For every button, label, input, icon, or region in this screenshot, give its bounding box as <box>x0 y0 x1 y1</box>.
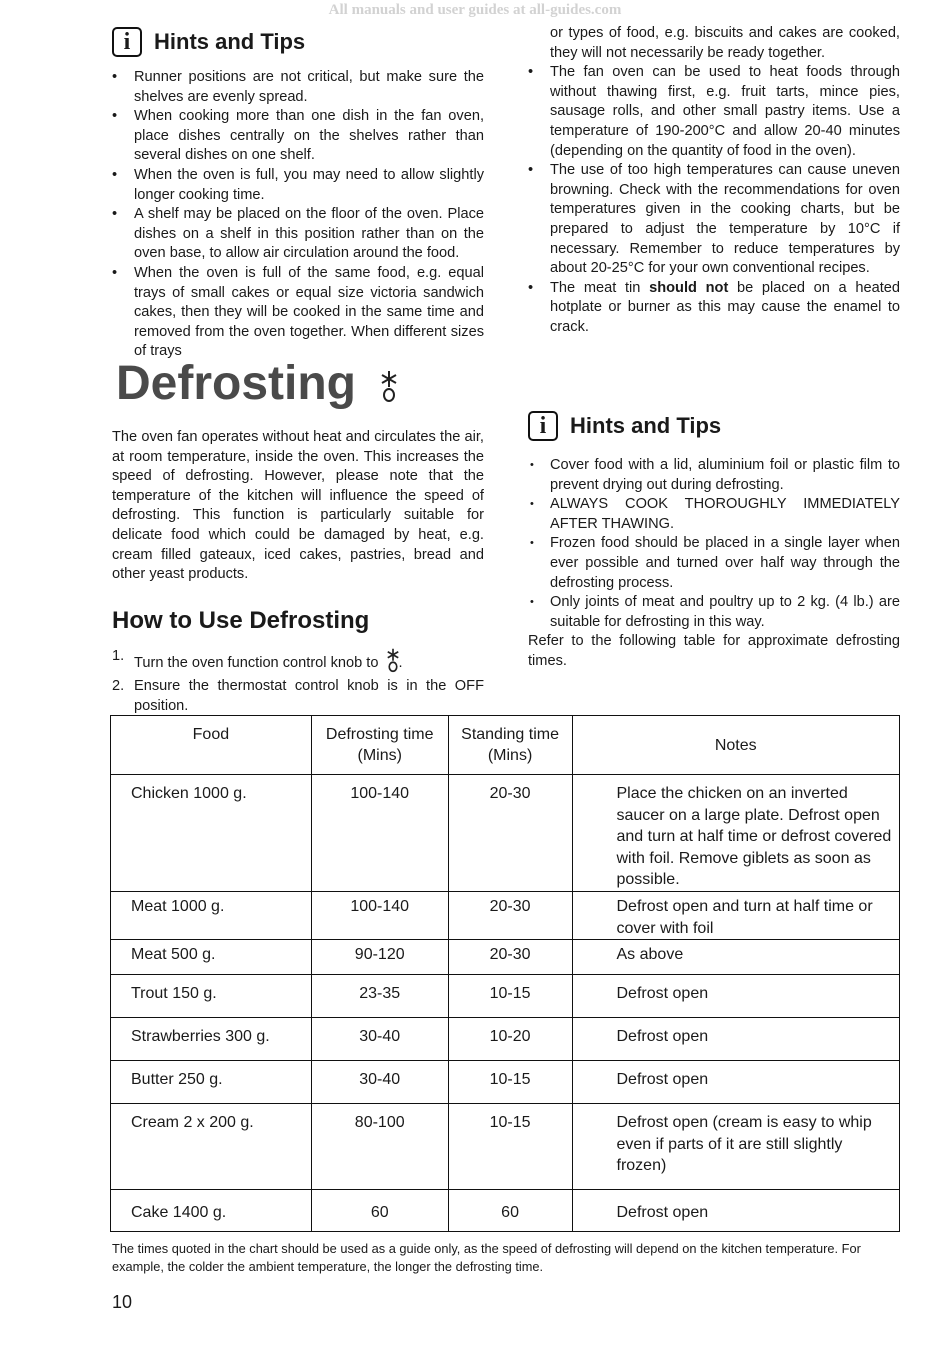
left-column <box>112 24 484 362</box>
hints-list-1 <box>112 68 484 362</box>
defrosting-intro: The oven fan operates without heat and circulates the air, at room temperature, inside the oven. This increases the speed of defrosting. However, please note that the temperature of the kitchen will influence the speed of defrosting. This function is particularly suitable for delicate food which could be damaged by heat, e.g. cream filled gateaux, iced cakes, pastries, bread and other yeast products. <box>112 429 484 583</box>
cell-defrost: 30-40 <box>311 1061 448 1104</box>
cell-standing: 20-30 <box>448 940 572 975</box>
step-number: 1. <box>112 647 125 664</box>
text-part: be placed on a heated hotplate or burner as this may cause the enamel to crack. <box>550 279 901 335</box>
cell-food: Meat 500 g. <box>111 940 312 975</box>
hints-title: Hints and Tips <box>570 413 722 438</box>
list-item: • When cooking more than one dish in the fan oven, place dishes centrally on the shelves rather than several dishes on one shelf. <box>112 107 484 166</box>
cell-notes: Defrost open <box>572 1190 900 1232</box>
cell-defrost: 100-140 <box>311 891 448 939</box>
cell-food: Trout 150 g. <box>111 975 312 1018</box>
fan-oven-list <box>528 63 900 337</box>
emphasis: should not <box>649 279 729 296</box>
hints-section-2 <box>528 408 900 672</box>
table-row <box>111 1190 900 1232</box>
header-defrosting-time: Defrosting time (Mins) <box>311 716 448 775</box>
cell-notes: Defrost open (cream is easy to whip even if parts of it are still slightly frozen) <box>572 1104 900 1190</box>
list-item <box>528 279 900 338</box>
header-food: Food <box>111 716 312 775</box>
text-part: The meat tin <box>550 279 650 296</box>
footnote: The times quoted in the chart should be used as a guide only, as the speed of defrosting will depend on the kitchen temperature. For example, the colder the ambient temperature, the longer the defrosting time. <box>112 1241 861 1274</box>
table-row <box>111 1104 900 1190</box>
header-notes: Notes <box>572 716 900 775</box>
refer-text: Refer to the following table for approximate defrosting times. <box>528 633 900 669</box>
list-item: • ALWAYS COOK THOROUGHLY IMMEDIATELY AFTER THAWING. <box>528 495 900 534</box>
cell-notes: Defrost open <box>572 1061 900 1104</box>
defrosting-title-text: Defrosting <box>116 357 356 410</box>
list-item: • Cover food with a lid, aluminium foil or plastic film to prevent drying out during defrosting. <box>528 456 900 495</box>
step-end: . <box>398 654 403 671</box>
page-number: 10 <box>112 1292 133 1312</box>
cell-food: Cream 2 x 200 g. <box>111 1104 312 1190</box>
cell-notes: As above <box>572 940 900 975</box>
cell-notes: Place the chicken on an inverted saucer on a large plate. Defrost open and turn at half time or defrost covered with foil. Remove giblets as soon as possible. <box>572 775 900 892</box>
list-item: • A shelf may be placed on the floor of the oven. Place dishes on a shelf in this position rather than on the oven base, to allow air circulation around the food. <box>112 205 484 264</box>
cell-food: Butter 250 g. <box>111 1061 312 1104</box>
list-item: • Frozen food should be placed in a single layer when ever possible and turned over half way through the defrosting process. <box>528 534 900 593</box>
cell-defrost: 30-40 <box>311 1018 448 1061</box>
cell-notes: Defrost open and turn at half time or cover with foil <box>572 891 900 939</box>
defrosting-title <box>116 356 397 411</box>
list-item: • The use of too high temperatures can cause uneven browning. Check with the recommendations for oven temperatures given in the cooking charts, but be prepared to adjust the temperature by 10°C if necessary. Remember to reduce temperatures by about 20-25°C for your own conventional recipes. <box>528 161 900 279</box>
cell-notes: Defrost open <box>572 975 900 1018</box>
info-icon: i <box>528 411 558 441</box>
header-standing-time: Standing time (Mins) <box>448 716 572 775</box>
table-row <box>111 891 900 939</box>
info-icon: i <box>112 27 142 57</box>
step-text: Turn the oven function control knob to <box>134 654 379 671</box>
hints-heading-2 <box>528 408 900 444</box>
right-column <box>528 24 900 338</box>
cell-defrost: 60 <box>311 1190 448 1232</box>
cell-notes: Defrost open <box>572 1018 900 1061</box>
defrost-icon <box>387 647 399 673</box>
list-item: • The fan oven can be used to heat foods through without thawing first, e.g. fruit tarts, mince pies, sausage rolls, and other small pastry items. Use a temperature of 190-200°C and allow 20-40 minutes (depending on the quantity of food in the oven). <box>528 63 900 161</box>
step-2 <box>112 677 484 716</box>
cell-food: Cake 1400 g. <box>111 1190 312 1232</box>
step-number: 2. <box>112 678 125 695</box>
defrost-icon <box>381 369 397 403</box>
list-item: • Runner positions are not critical, but make sure the shelves are evenly spread. <box>112 68 484 107</box>
hints-list-2 <box>528 456 900 632</box>
steps-list <box>112 647 484 717</box>
list-item: • Only joints of meat and poultry up to 2 kg. (4 lb.) are suitable for defrosting in this way. <box>528 593 900 632</box>
table-row <box>111 1018 900 1061</box>
table-row <box>111 775 900 892</box>
list-item: • When the oven is full of the same food, e.g. equal trays of small cakes or equal size victoria sandwich cakes, then they will be cooked in the same time and removed from the oven together. When different sizes of trays <box>112 264 484 362</box>
table-row <box>111 975 900 1018</box>
cell-standing: 20-30 <box>448 775 572 892</box>
cell-standing: 10-15 <box>448 1104 572 1190</box>
cell-standing: 10-15 <box>448 975 572 1018</box>
table-row <box>111 940 900 975</box>
watermark: All manuals and user guides at all-guides.com <box>328 2 622 18</box>
table-row <box>111 1061 900 1104</box>
cell-standing: 10-15 <box>448 1061 572 1104</box>
cell-defrost: 100-140 <box>311 775 448 892</box>
cell-standing: 10-20 <box>448 1018 572 1061</box>
continuation-text: or types of food, e.g. biscuits and cakes are cooked, they will not necessarily be ready together. <box>550 25 900 61</box>
how-to-title: How to Use Defrosting <box>112 606 370 634</box>
cell-defrost: 80-100 <box>311 1104 448 1190</box>
cell-standing: 20-30 <box>448 891 572 939</box>
defrosting-table <box>110 715 900 1232</box>
cell-defrost: 90-120 <box>311 940 448 975</box>
hints-title: Hints and Tips <box>154 29 306 54</box>
cell-standing: 60 <box>448 1190 572 1232</box>
cell-food: Strawberries 300 g. <box>111 1018 312 1061</box>
defrosting-section <box>112 428 484 721</box>
cell-defrost: 23-35 <box>311 975 448 1018</box>
hints-heading-1 <box>112 24 484 60</box>
step-text: Ensure the thermostat control knob is in the OFF position. <box>134 678 484 714</box>
step-1 <box>112 647 484 674</box>
cell-food: Meat 1000 g. <box>111 891 312 939</box>
list-item: • When the oven is full, you may need to allow slightly longer cooking time. <box>112 166 484 205</box>
table-header-row <box>111 716 900 775</box>
cell-food: Chicken 1000 g. <box>111 775 312 892</box>
